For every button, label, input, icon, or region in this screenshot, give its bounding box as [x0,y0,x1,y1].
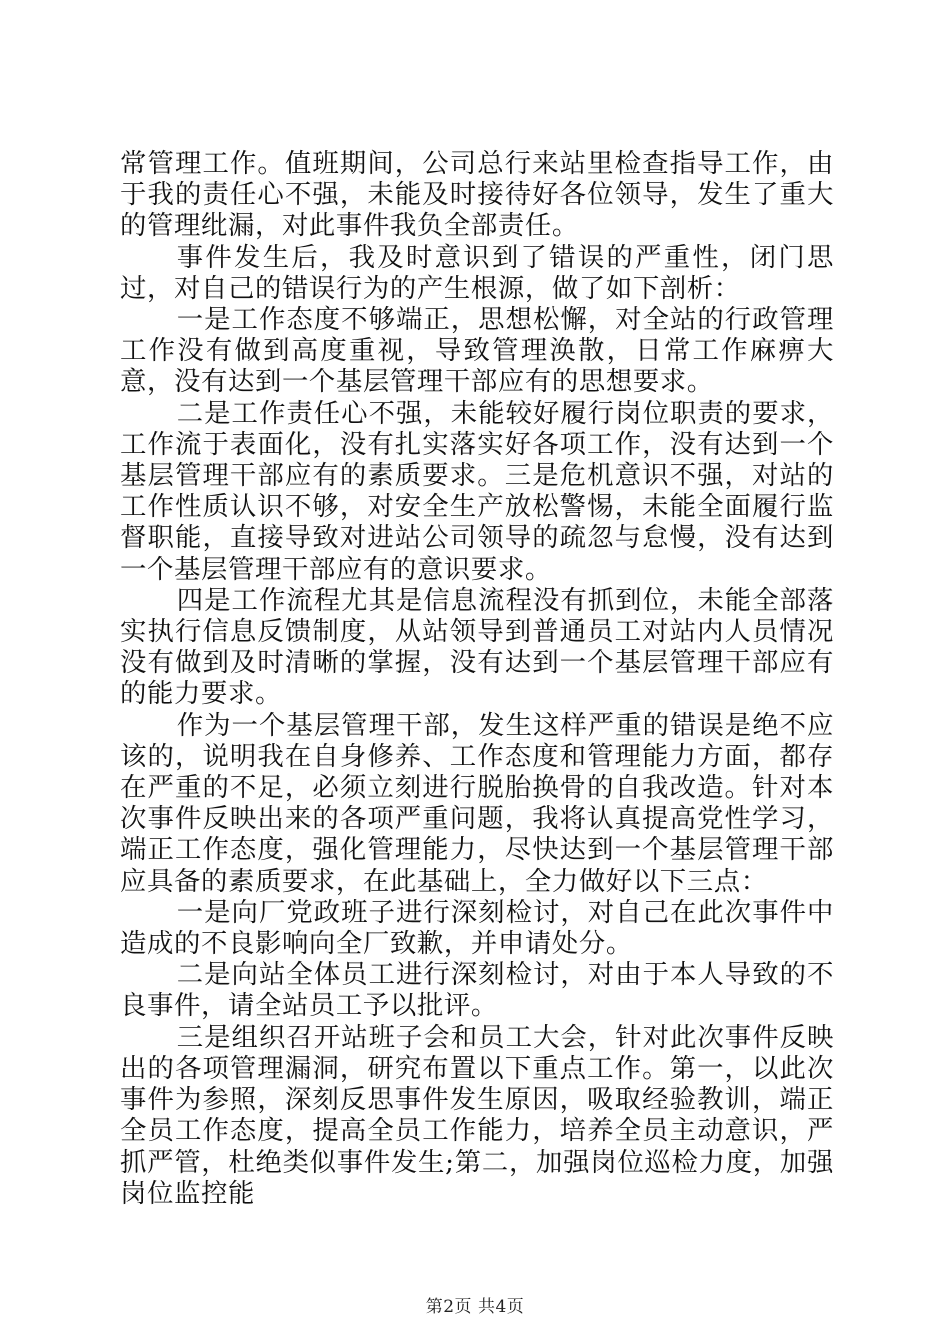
paragraph-continuation: 常管理工作。值班期间，公司总行来站里检查指导工作，由于我的责任心不强，未能及时接待好各位领导，发生了重大的管理纰漏，对此事件我负全部责任。 [120,148,834,242]
paragraph-incident-analysis: 事件发生后，我及时意识到了错误的严重性，闭门思过，对自己的错误行为的产生根源，做了如下剖析： [120,241,834,304]
page-number-footer: 第2页 共4页 [425,1297,525,1317]
paragraph-action-two: 二是向站全体员工进行深刻检讨，对由于本人导致的不良事件，请全站员工予以批评。 [120,959,834,1022]
paragraph-action-three: 三是组织召开站班子会和员工大会，针对此次事件反映出的各项管理漏洞，研究布置以下重点工作。第一，以此次事件为参照，深刻反思事件发生原因，吸取经验教训，端正全员工作态度，提高全员工作能力，培养全员主动意识，严抓严管，杜绝类似事件发生;第二，加强岗位巡检力度，加强岗位监控能 [120,1021,834,1209]
paragraph-point-one: 一是工作态度不够端正，思想松懈，对全站的行政管理工作没有做到高度重视，导致管理涣散，日常工作麻痹大意，没有达到一个基层管理干部应有的思想要求。 [120,304,834,398]
paragraph-point-four: 四是工作流程尤其是信息流程没有抓到位，未能全部落实执行信息反馈制度，从站领导到普通员工对站内人员情况没有做到及时清晰的掌握，没有达到一个基层管理干部应有的能力要求。 [120,584,834,710]
paragraph-reflection: 作为一个基层管理干部，发生这样严重的错误是绝不应该的，说明我在自身修养、工作态度和管理能力方面，都存在严重的不足，必须立刻进行脱胎换骨的自我改造。针对本次事件反映出来的各项严重问题，我将认真提高党性学习，端正工作态度，强化管理能力，尽快达到一个基层管理干部应具备的素质要求，在此基础上，全力做好以下三点： [120,709,834,897]
paragraph-point-two-three: 二是工作责任心不强，未能较好履行岗位职责的要求，工作流于表面化，没有扎实落实好各项工作，没有达到一个基层管理干部应有的素质要求。三是危机意识不强，对站的工作性质认识不够，对安全生产放松警惕，未能全面履行监督职能，直接导致对进站公司领导的疏忽与怠慢，没有达到一个基层管理干部应有的意识要求。 [120,397,834,585]
document-body [120,148,834,1209]
paragraph-action-one: 一是向厂党政班子进行深刻检讨，对自己在此次事件中造成的不良影响向全厂致歉，并申请处分。 [120,896,834,960]
